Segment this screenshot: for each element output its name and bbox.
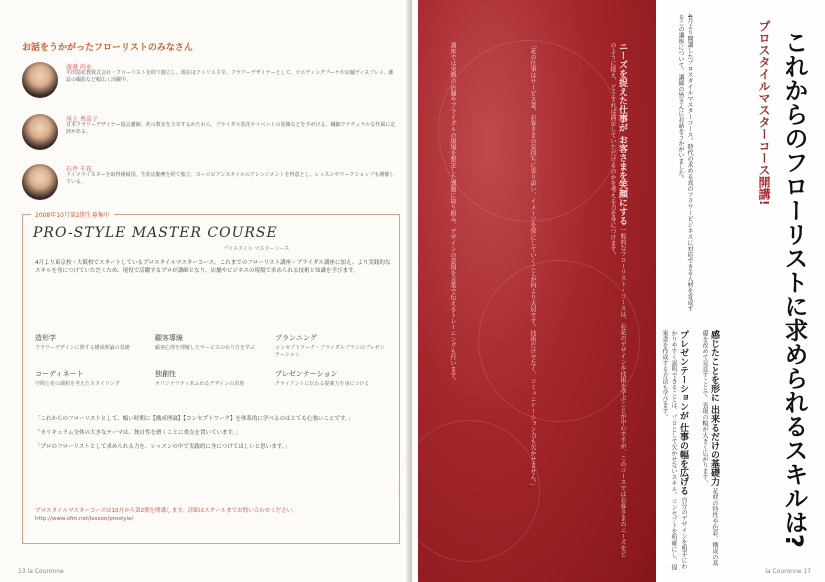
- right-body-2: [700, 330, 719, 570]
- quote: 「プロのフローリストとして求められる力を、レッスンの中で実践的に身につけてほしいと思います。」: [35, 444, 291, 450]
- subject-desc: コンセプトワーク・ブライダルプランのプレゼンテーション: [275, 345, 385, 358]
- profile-name: 尾上 香苗子: [66, 116, 98, 123]
- right-text: 花材の特性や色彩、構成の基礎を改めて見直すことで、表現の幅が大きく広がります。: [701, 330, 718, 567]
- course-footer: プロスタイルマスターコースは10月から第2期を開講します。詳細はスクールまでお問い合わせください。http://www.ofm.net/lesson/prostyle/: [35, 508, 298, 522]
- swirl-decoration: [398, 420, 540, 562]
- right-body-1: [660, 330, 688, 570]
- right-text: 自分のデザインを相手にわかりやすく説明できることは、プロとして欠かせないスキル。コンセプトを明確にし、提案書を作成する方法も学びます。: [661, 330, 687, 570]
- red-panel: [418, 0, 656, 582]
- subheadline: プロスタイルマスターコース開講!: [757, 20, 771, 206]
- course-quotes: [35, 415, 391, 457]
- red-heading: ニーズを捉えた仕事が お客さまを笑顔にする: [617, 42, 627, 226]
- subject-title: 独創性: [155, 370, 176, 378]
- lead-text: 4月より開講したプロスタイルマスターコース。時代の求める真のフラワービジネスに対応できる人材を育成するこの講座について、講師の皆さんにお話をうかがいました。: [677, 14, 693, 312]
- subject-cell: [275, 369, 385, 388]
- red-column-3: [448, 42, 457, 562]
- red-text: 講座では実際の店舗やブライダルの現場を想定した課題に取り組み、デザインの意図を言葉で伝えるトレーニングも行います。: [449, 42, 456, 384]
- avatar: [22, 114, 58, 150]
- subject-desc: フラワーデザインに関する構成理論の基礎: [35, 345, 130, 351]
- right-heading: 感じたことを形に 出来るだけの基礎力: [709, 330, 719, 487]
- profile-watanabe: [22, 62, 402, 102]
- profile-name: 石井 千花: [66, 166, 92, 173]
- profile-desc: 日本フラワーデザイナー協会講師。花の教室を主宰するかたわら、ブライダル装花やイベントの装飾などを手がける。繊細でナチュラルな作風に定評がある。: [66, 122, 396, 135]
- subject-desc: オリジナリティあふれるデザインの表現: [155, 381, 245, 387]
- course-intro: 4月より東京校・大阪校でスタートしているプロスタイルマスターコース。これまでのフローリスト講座・ブライダル講座に加え、より実践的なスキルを身につけていただくため、現役で活躍するプロが講師となり、店舗やビジネスの現場で求められる技術と知識を学びます。: [35, 260, 391, 274]
- red-column-1: [608, 42, 627, 562]
- subject-title: プレゼンテーション: [275, 370, 338, 378]
- avatar: [22, 62, 58, 98]
- profile-ishii: [22, 164, 402, 204]
- course-box: [22, 214, 400, 544]
- red-text: 一般的なフローリスト・コースは、お花のデザインや技術を学ぶことが中心ですが、このコースではお客さまのニーズをどのように捉え、どうすれば満足していただけるのかを考える力を身につけます。: [609, 42, 626, 558]
- page-number-right: la Couronne 17: [765, 568, 811, 575]
- headline: これからのフローリストに求められるスキルは?: [780, 30, 808, 548]
- course-heading: PRO-STYLE MASTER COURSE: [33, 225, 278, 241]
- left-page: [0, 0, 412, 582]
- course-tag: 2008年10月第2期生募集中: [31, 210, 114, 219]
- subject-desc: クライアントに伝わる提案力を身につける: [275, 381, 370, 387]
- subject-cell: [35, 369, 145, 388]
- quote: 「カリキュラム全体の大きなテーマは、独自性を磨くことに重点を置いています。」: [35, 430, 241, 436]
- right-heading: プレゼンテーションが 仕事の幅を広げる: [678, 330, 688, 496]
- subject-title: 造形学: [35, 334, 56, 342]
- subject-cell: [275, 333, 385, 358]
- red-text: 「花の仕事はサービス業。お客さまの気持ちに寄り添い、イメージを形にしていくことが何より大切です。技術だけでなく、コミュニケーション力も欠かせません。」: [529, 42, 536, 489]
- profile-desc: ドイツマイスターを取得後帰国。生花店勤務を経て独立。ヨーロピアンスタイルのアレンジメントを得意とし、レッスンやワークショップも開催している。: [66, 172, 395, 185]
- red-column-2: [528, 42, 537, 562]
- subject-cell: [35, 333, 145, 352]
- quote: 「これからのフローリストとして、幅い時期に【構成理論】【コンセプトワーク】を体系的に学べるのはとても心強いことです。」: [35, 416, 354, 422]
- page-number-left: 13 la Couronne: [18, 568, 64, 575]
- profile-name: 渡邊 尚永: [66, 64, 92, 71]
- section-title: お話をうかがったフローリストのみなさん: [22, 43, 193, 53]
- profile-desc: 平田造花教株式会社・フローリストを経て独立し、現在はアトリエ主宰。フラワーデザイナーとして、ウエディングブーケや店舗ディスプレイ、雑誌の撮影など幅広く活躍中。: [66, 70, 394, 83]
- subject-desc: 空間と花の調和を考えたスタイリング: [35, 381, 120, 387]
- subject-cell: [155, 369, 265, 388]
- subject-title: 顧客導線: [155, 334, 183, 342]
- course-subheading: プロスタイル マスターコース: [223, 246, 290, 252]
- profile-onoue: [22, 114, 402, 154]
- subject-title: プランニング: [275, 334, 317, 342]
- subject-cell: [155, 333, 265, 352]
- subject-title: コーディネート: [35, 370, 84, 378]
- avatar: [22, 164, 58, 200]
- subject-desc: 顧客心理を理解したサービスの在り方を学ぶ: [155, 345, 256, 351]
